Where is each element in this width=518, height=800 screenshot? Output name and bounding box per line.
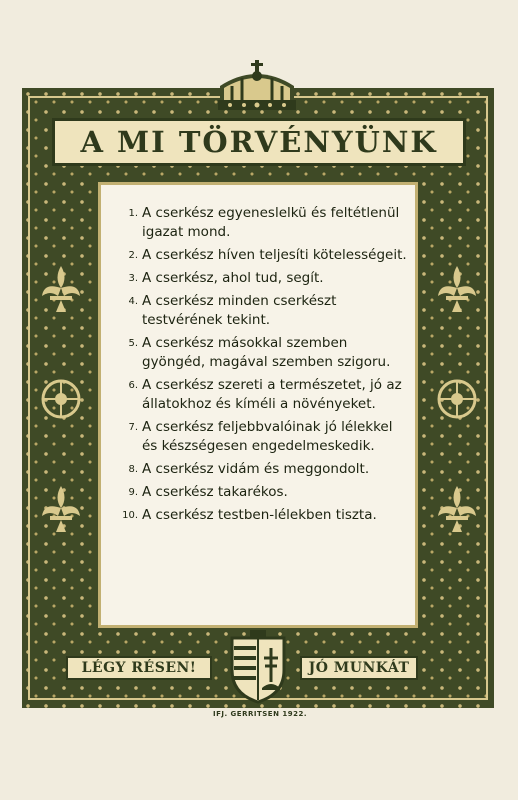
law-text: A cserkész vidám és meggondolt. bbox=[142, 461, 370, 477]
fleur-de-lis-icon bbox=[34, 262, 88, 316]
page-title: A MI TÖRVÉNYÜNK bbox=[80, 125, 438, 159]
crown-icon bbox=[212, 56, 302, 114]
law-item bbox=[114, 506, 412, 525]
law-number: 3. bbox=[128, 273, 138, 284]
law-text: A cserkész feljebbvalóinak jó lélekkel és készségesen engedelmeskedik. bbox=[142, 419, 393, 454]
law-text: A cserkész szereti a természetet, jó az állatokhoz és kíméli a növényeket. bbox=[142, 377, 402, 412]
law-text: A cserkész híven teljesíti kötelességeit. bbox=[142, 247, 407, 263]
title-band bbox=[52, 118, 466, 166]
law-item bbox=[114, 269, 412, 288]
coat-of-arms-icon bbox=[226, 630, 290, 704]
fleur-de-lis-icon bbox=[34, 482, 88, 536]
law-item bbox=[114, 483, 412, 502]
fleur-de-lis-icon bbox=[430, 262, 484, 316]
law-item bbox=[114, 334, 412, 372]
law-item bbox=[114, 376, 412, 414]
law-number: 1. bbox=[128, 208, 138, 219]
flower-ornament-icon bbox=[34, 372, 88, 426]
law-number: 8. bbox=[128, 464, 138, 475]
law-number: 2. bbox=[128, 250, 138, 261]
law-text: A cserkész minden cserkészt testvérének tekint. bbox=[142, 293, 337, 328]
motto-right: JÓ MUNKÁT bbox=[300, 656, 418, 680]
law-item bbox=[114, 292, 412, 330]
law-text: A cserkész takarékos. bbox=[142, 484, 288, 500]
law-number: 4. bbox=[128, 296, 138, 307]
law-text: A cserkész, ahol tud, segít. bbox=[142, 270, 324, 286]
law-text: A cserkész testben-lélekben tiszta. bbox=[142, 507, 377, 523]
flower-ornament-icon bbox=[430, 372, 484, 426]
artist-signature: IFJ. GERRITSEN 1922. bbox=[212, 710, 308, 718]
law-text: A cserkész egyeneslelkü és feltétlenül igazat mond. bbox=[142, 205, 400, 240]
motto-left: LÉGY RÉSEN! bbox=[66, 656, 212, 680]
law-number: 10. bbox=[122, 510, 138, 521]
law-number: 9. bbox=[128, 487, 138, 498]
law-number: 6. bbox=[128, 380, 138, 391]
law-item bbox=[114, 460, 412, 479]
law-number: 7. bbox=[128, 422, 138, 433]
law-item bbox=[114, 204, 412, 242]
law-item bbox=[114, 246, 412, 265]
law-item bbox=[114, 418, 412, 456]
law-list bbox=[114, 204, 412, 529]
fleur-de-lis-icon bbox=[430, 482, 484, 536]
law-number: 5. bbox=[128, 338, 138, 349]
law-text: A cserkész másokkal szemben gyöngéd, magával szemben szigoru. bbox=[142, 335, 391, 370]
